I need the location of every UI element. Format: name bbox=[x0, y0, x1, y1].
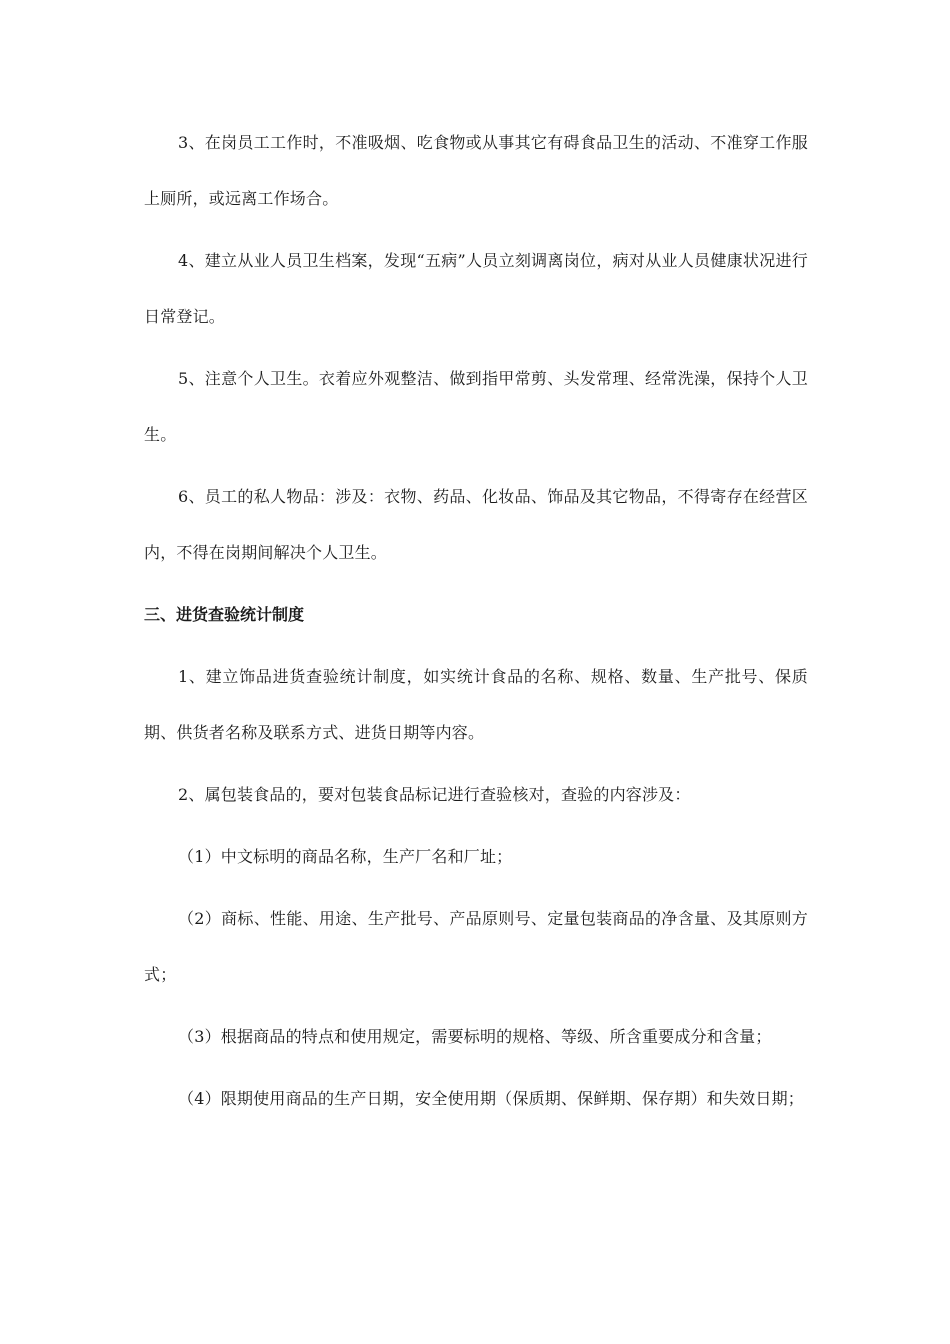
sub-item-1: （1）中文标明的商品名称，生产厂名和厂址； bbox=[178, 847, 513, 866]
sub-item-2: （2）商标、性能、用途、生产批号、产品原则号、定量包装商品的净含量、及其原则方式； bbox=[144, 909, 808, 984]
section-heading: 三、进货查验统计制度 bbox=[144, 605, 305, 624]
paragraph-item-4: 4、建立从业人员卫生档案，发现“五病”人员立刻调离岗位，病对从业人员健康状况进行日常登记。 bbox=[144, 251, 808, 326]
sub-item-3: （3）根据商品的特点和使用规定，需要标明的规格、等级、所含重要成分和含量； bbox=[178, 1027, 772, 1046]
section-paragraph-2: 2、属包装食品的，要对包装食品标记进行查验核对，查验的内容涉及： bbox=[178, 785, 691, 804]
sub-item-4: （4）限期使用商品的生产日期，安全使用期（保质期、保鲜期、保存期）和失效日期； bbox=[178, 1089, 804, 1108]
document-body bbox=[144, 115, 808, 1127]
paragraph-item-5: 5、注意个人卫生。衣着应外观整洁、做到指甲常剪、头发常理、经常洗澡，保持个人卫生。 bbox=[144, 369, 808, 444]
section-paragraph-1: 1、建立饰品进货查验统计制度，如实统计食品的名称、规格、数量、生产批号、保质期、供货者名称及联系方式、进货日期等内容。 bbox=[144, 667, 808, 742]
paragraph-item-6: 6、员工的私人物品：涉及：衣物、药品、化妆品、饰品及其它物品，不得寄存在经营区内，不得在岗期间解决个人卫生。 bbox=[144, 487, 808, 562]
paragraph-item-3: 3、在岗员工工作时，不准吸烟、吃食物或从事其它有碍食品卫生的活动、不准穿工作服上厕所，或远离工作场合。 bbox=[144, 133, 808, 208]
